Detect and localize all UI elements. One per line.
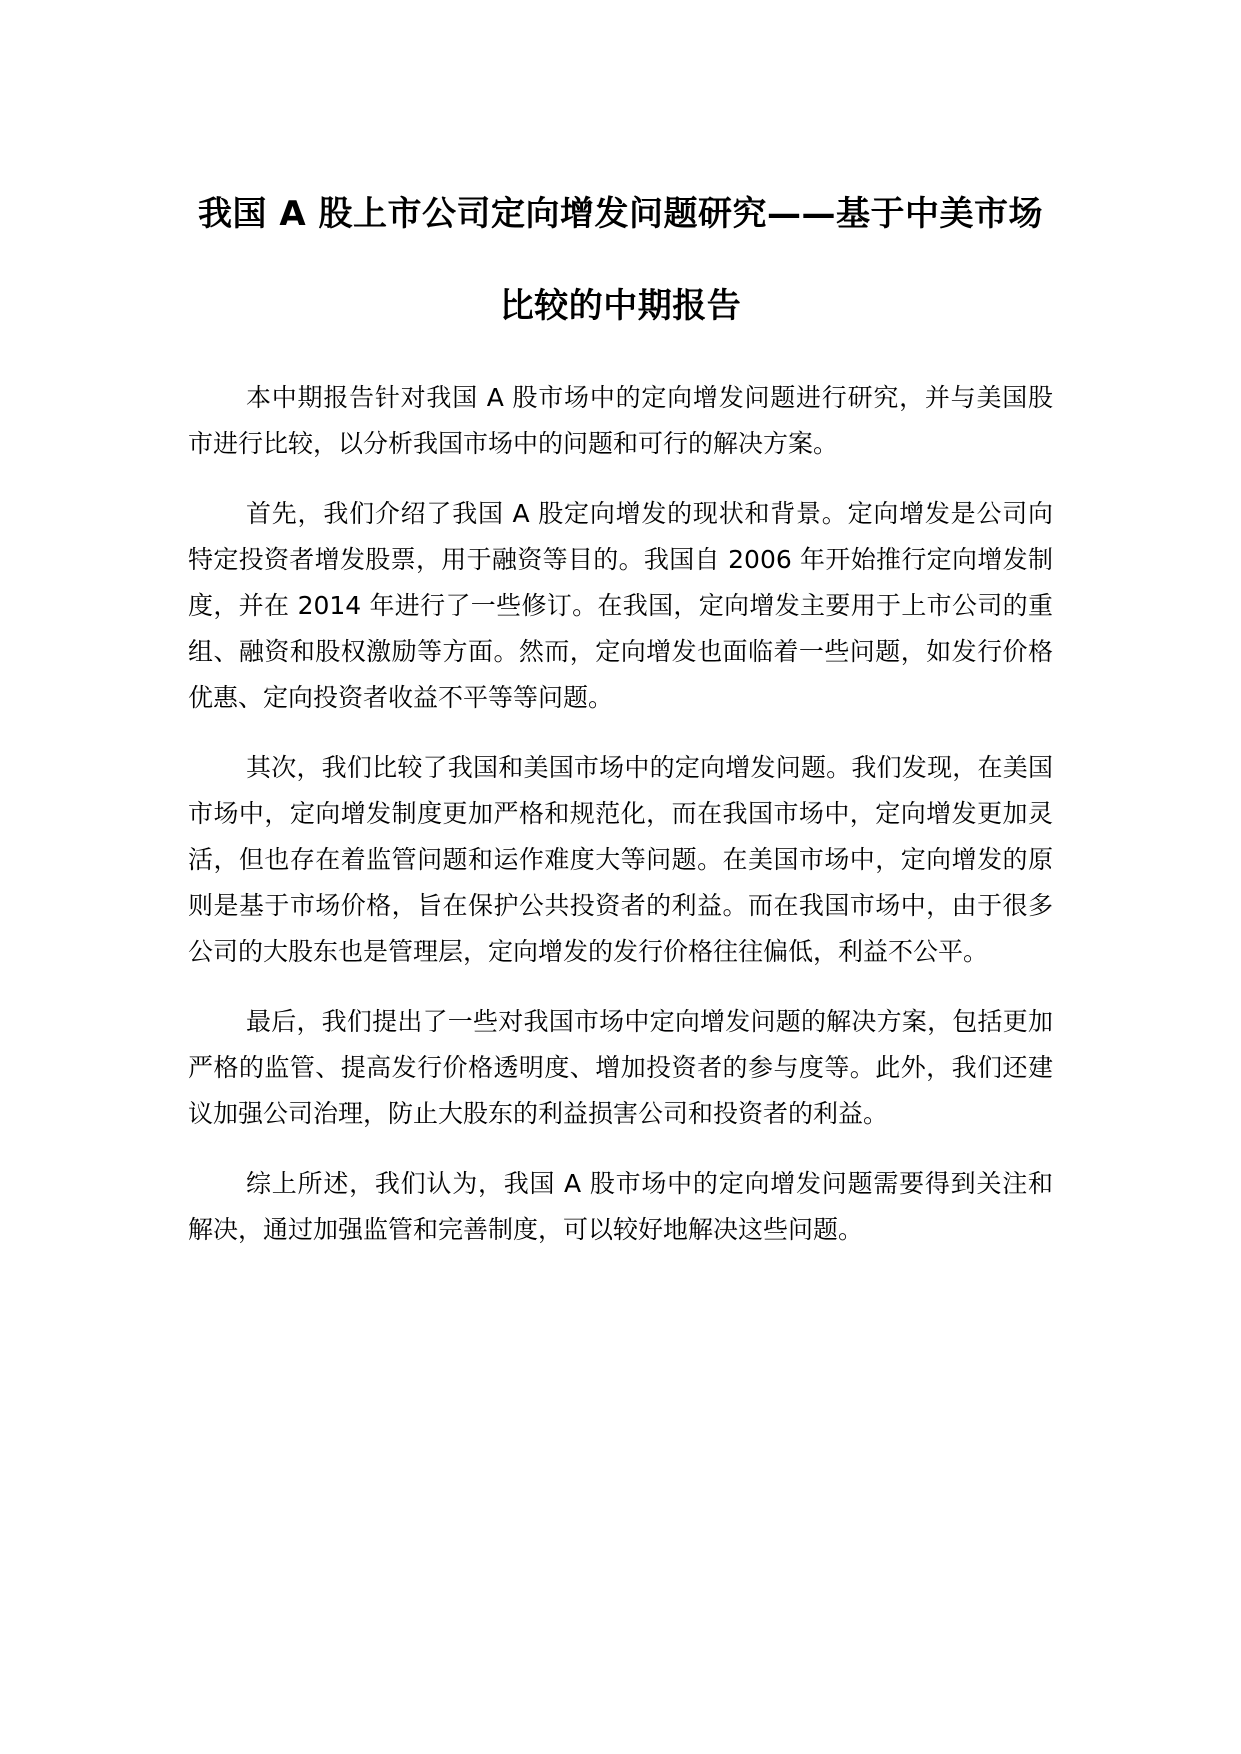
paragraph-background: 首先，我们介绍了我国 A 股定向增发的现状和背景。定向增发是公司向特定投资者增发股票，用于融资等目的。我国自 2006 年开始推行定向增发制度，并在 2014 年进行了一些修订。在我国，定向增发主要用于上市公司的重组、融资和股权激励等方面。然而，定向增发也面临着一些问题，如发行价格优惠、定向投资者收益不平等等问题。 bbox=[188, 499, 1053, 712]
paragraph-comparison: 其次，我们比较了我国和美国市场中的定向增发问题。我们发现，在美国市场中，定向增发制度更加严格和规范化，而在我国市场中，定向增发更加灵活，但也存在着监管问题和运作难度大等问题。在美国市场中，定向增发的原则是基于市场价格，旨在保护公共投资者的利益。而在我国市场中，由于很多公司的大股东也是管理层，定向增发的发行价格往往偏低，利益不公平。 bbox=[188, 753, 1053, 966]
paragraph-solutions: 最后，我们提出了一些对我国市场中定向增发问题的解决方案，包括更加严格的监管、提高发行价格透明度、增加投资者的参与度等。此外，我们还建议加强公司治理，防止大股东的利益损害公司和投资者的利益。 bbox=[188, 1007, 1053, 1128]
document-title: 我国 A 股上市公司定向增发问题研究——基于中美市场比较的中期报告 bbox=[198, 194, 1043, 326]
paragraph-intro: 本中期报告针对我国 A 股市场中的定向增发问题进行研究，并与美国股市进行比较，以分析我国市场中的问题和可行的解决方案。 bbox=[188, 383, 1053, 458]
paragraph-conclusion: 综上所述，我们认为，我国 A 股市场中的定向增发问题需要得到关注和解决，通过加强监管和完善制度，可以较好地解决这些问题。 bbox=[188, 1169, 1053, 1244]
document-body bbox=[188, 375, 1053, 1277]
